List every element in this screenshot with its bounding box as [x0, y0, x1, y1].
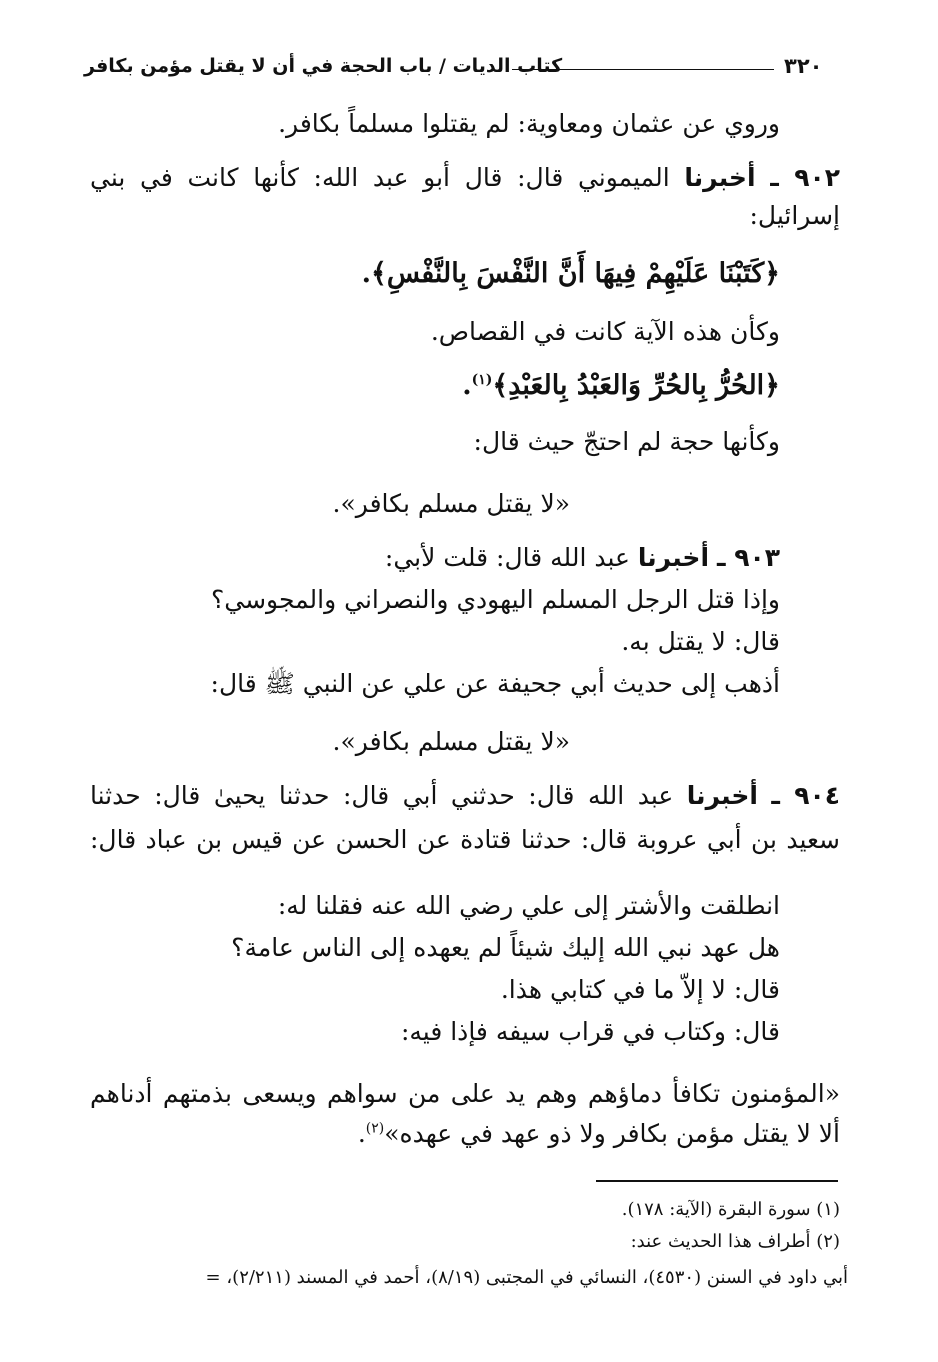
quran-verse-2-end: .	[462, 370, 472, 401]
footnote-mark-2: (٢)	[365, 1120, 385, 1137]
text-line-12: أذهب إلى حديث أبي جحيفة عن علي عن النبي ﷺ قال:	[210, 669, 780, 698]
text-line-10: وإذا قتل الرجل المسلم اليهودي والنصراني والمجوسي؟	[210, 585, 780, 614]
text-line-17: هل عهد نبي الله إليك شيئاً لم يعهده إلى الناس عامة؟	[231, 933, 780, 962]
footnote-rule	[596, 1180, 838, 1182]
hadith-904-text: عبد الله قال: حدثني أبي قال: حدثنا يحيىٰ قال: حدثنا	[90, 781, 674, 810]
page-number: ٣٢٠	[784, 54, 823, 78]
text-line-16: انطلقت والأشتر إلى علي رضي الله عنه فقلنا له:	[277, 891, 780, 920]
running-title: كتاب الديات / باب الحجة في أن لا يقتل مؤمن بكافر	[84, 55, 563, 77]
hadith-number-904: ٩٠٤ ـ	[771, 781, 841, 810]
hadith-902-line	[90, 162, 840, 194]
narration-keyword: أخبرنا	[686, 781, 758, 810]
hadith-903-line	[385, 542, 780, 574]
quran-verse-2-text: ﴿الحُرُّ بِالحُرِّ وَالعَبْدُ بِالعَبْدِ﴾	[492, 370, 780, 401]
text-line-1: وروي عن عثمان ومعاوية: لم يقتلوا مسلماً بكافر.	[278, 109, 780, 138]
footnote-1: (١) سورة البقرة (الآية: ١٧٨).	[621, 1199, 840, 1220]
hadith-902-text: الميموني قال: قال أبو عبد الله: كأنها كانت في بني	[90, 163, 670, 192]
footnote-3: أبي داود في السنن (٤٥٣٠)، النسائي في المجتبى (٨/١٩)، أحمد في المسند (٢/٢١١)، =	[205, 1267, 848, 1288]
hadith-904-line	[90, 780, 840, 812]
text-line-15: سعيد بن أبي عروبة قال: حدثنا قتادة عن الحسن عن قيس بن عباد قال:	[90, 825, 840, 854]
text-line-18: قال: لا إلاّ ما في كتابي هذا.	[500, 975, 780, 1004]
text-line-21	[358, 1118, 840, 1150]
footnote-2: (٢) أطراف هذا الحديث عند:	[630, 1231, 840, 1252]
text-line-21-text: ألا لا يقتل مؤمن بكافر ولا ذو عهد في عهده»	[384, 1119, 840, 1148]
narration-keyword: أخبرنا	[637, 543, 710, 572]
hadith-903-text: عبد الله قال: قلت لأبي:	[384, 543, 630, 572]
text-line-20: «المؤمنون تكافأ دماؤهم وهم يد على من سواهم ويسعى بذمتهم أدناهم	[90, 1079, 840, 1108]
text-line-11: قال: لا يقتل به.	[621, 627, 780, 656]
hadith-quote-1: «لا يقتل مسلم بكافر».	[332, 489, 570, 518]
hadith-number-902: ٩٠٢ ـ	[770, 163, 840, 192]
text-line-5: وكأن هذه الآية كانت في القصاص.	[430, 317, 780, 346]
text-line-7: وكأنها حجة لم احتجّ حيث قال:	[473, 427, 780, 456]
quran-verse-1: ﴿كَتَبْنَا عَلَيْهِمْ فِيهَا أَنَّ النَّفْسَ بِالنَّفْسِ﴾.	[361, 258, 780, 289]
narration-keyword: أخبرنا	[684, 163, 756, 192]
hadith-number-903: ٩٠٣ ـ	[716, 543, 780, 572]
footnote-mark-1: (١)	[471, 372, 493, 388]
text-line-19: قال: وكتاب في قراب سيفه فإذا فيه:	[400, 1017, 780, 1046]
text-line-3: إسرائيل:	[749, 201, 840, 230]
text-line-21-end: .	[357, 1119, 366, 1148]
hadith-quote-2: «لا يقتل مسلم بكافر».	[332, 727, 570, 756]
quran-verse-2	[462, 370, 780, 402]
